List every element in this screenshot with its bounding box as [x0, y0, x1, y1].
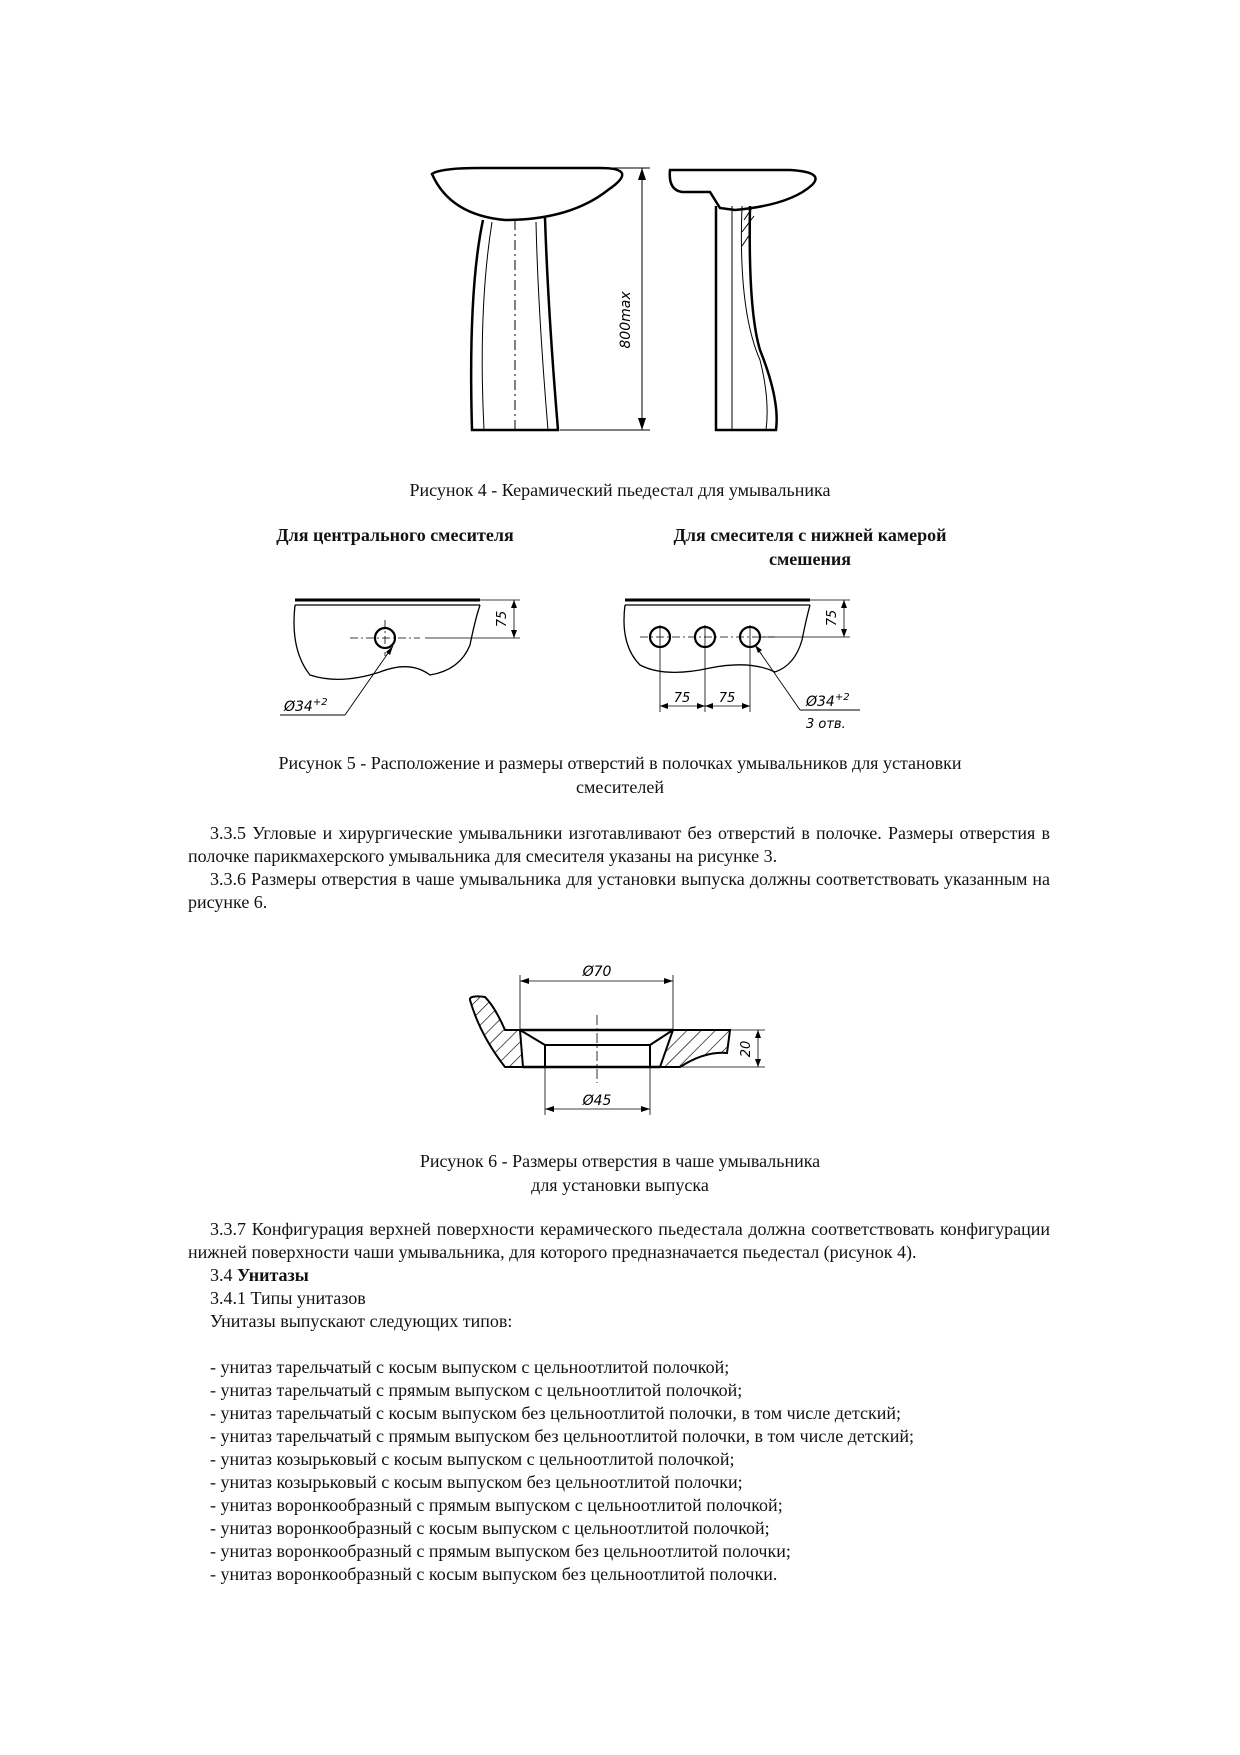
figure-5-left-drawing	[270, 590, 550, 730]
list-item: - унитаз воронкообразный с прямым выпуском с цельноотлитой полочкой;	[210, 1495, 783, 1515]
list-item: - унитаз козырьковый с косым выпуском с цельноотлитой полочкой;	[210, 1449, 735, 1469]
section-number: 3.4	[210, 1265, 233, 1285]
figure-5-right-title-line2: смешения	[769, 549, 851, 569]
left-diameter	[283, 697, 328, 715]
paragraph-3-4-1: 3.4.1 Типы унитазов	[210, 1288, 366, 1308]
right-spacing-2: 75	[718, 691, 736, 706]
list-item: - унитаз воронкообразный с прямым выпуском без цельноотлитой полочки;	[210, 1541, 791, 1561]
figure-5-right-title	[610, 523, 1010, 571]
left-diameter-tolerance: +2	[312, 697, 328, 708]
paragraph-3-3-6: 3.3.6 Размеры отверстия в чаше умывальника для установки выпуска должны соответствовать указанным на рисунке 6.	[188, 869, 1050, 912]
list-intro: Унитазы выпускают следующих типов:	[210, 1311, 513, 1331]
list-item: - унитаз козырьковый с косым выпуском без цельноотлитой полочки;	[210, 1472, 743, 1492]
right-dimension-75: 75	[825, 609, 840, 627]
figure-6-outlet-drawing	[465, 955, 785, 1135]
list-item: - унитаз тарельчатый с прямым выпуском без цельноотлитой полочки, в том числе детский;	[210, 1426, 915, 1446]
section-3-4-heading	[188, 1264, 1050, 1287]
toilet-types-list	[210, 1356, 914, 1586]
basin-side	[670, 170, 816, 210]
figure-6-caption-line1: Рисунок 6 - Размеры отверстия в чаше умывальника	[419, 1151, 821, 1171]
basin-front	[432, 168, 622, 220]
figure-5-caption-line1: Рисунок 5 - Расположение и размеры отверстий в полочках умывальников для установки	[278, 753, 962, 773]
dimension-diameter-70: Ø70	[582, 964, 612, 980]
left-diameter-value: Ø34	[284, 699, 313, 715]
right-holes-count: 3 отв.	[806, 717, 846, 732]
right-diameter-tolerance: +2	[834, 692, 850, 703]
figure-4-pedestal-drawing	[420, 160, 840, 460]
left-dimension-75: 75	[495, 610, 510, 628]
figure-5-right-drawing	[610, 590, 890, 740]
right-spacing-1: 75	[673, 691, 691, 706]
paragraph-3-3-7: 3.3.7 Конфигурация верхней поверхности керамического пьедестала должна соответствовать конфигурации нижней поверхности чаши умывальника, для которого предназначается пьедестал (рисунок 4).	[188, 1219, 1050, 1262]
section-title: Унитазы	[237, 1265, 309, 1285]
figure-5-caption-line2: смесителей	[576, 777, 664, 797]
figure-5-caption	[170, 751, 1070, 799]
figure-4-caption: Рисунок 4 - Керамический пьедестал для умывальника	[409, 480, 831, 500]
figure-5-right-title-line1: Для смесителя с нижней камерой	[673, 525, 947, 545]
figure-6-caption	[320, 1149, 920, 1197]
list-item: - унитаз воронкообразный с косым выпуском с цельноотлитой полочкой;	[210, 1518, 770, 1538]
dimension-height-20: 20	[739, 1040, 754, 1058]
list-item: - унитаз тарельчатый с прямым выпуском с цельноотлитой полочкой;	[210, 1380, 743, 1400]
paragraph-3-3-5: 3.3.5 Угловые и хирургические умывальники изготавливают без отверстий в полочке. Размеры отверстия в полочке парикмахерского умывальника для смесителя указаны на рисунке 3.	[188, 823, 1050, 866]
list-item: - унитаз тарельчатый с косым выпуском с цельноотлитой полочкой;	[210, 1357, 730, 1377]
figure-5-left-title: Для центрального смесителя	[276, 525, 514, 545]
dimension-800max: 800max	[618, 291, 634, 349]
right-diameter-value: Ø34	[806, 694, 835, 710]
paragraph-block-337	[188, 1218, 1050, 1333]
dimension-diameter-45: Ø45	[582, 1093, 612, 1109]
list-item: - унитаз воронкообразный с косым выпуском без цельноотлитой полочки.	[210, 1564, 778, 1584]
paragraph-block-335-336	[188, 822, 1050, 914]
list-item: - унитаз тарельчатый с косым выпуском без цельноотлитой полочки, в том числе детский;	[210, 1403, 901, 1423]
right-diameter	[805, 692, 850, 710]
figure-6-caption-line2: для установки выпуска	[531, 1175, 709, 1195]
